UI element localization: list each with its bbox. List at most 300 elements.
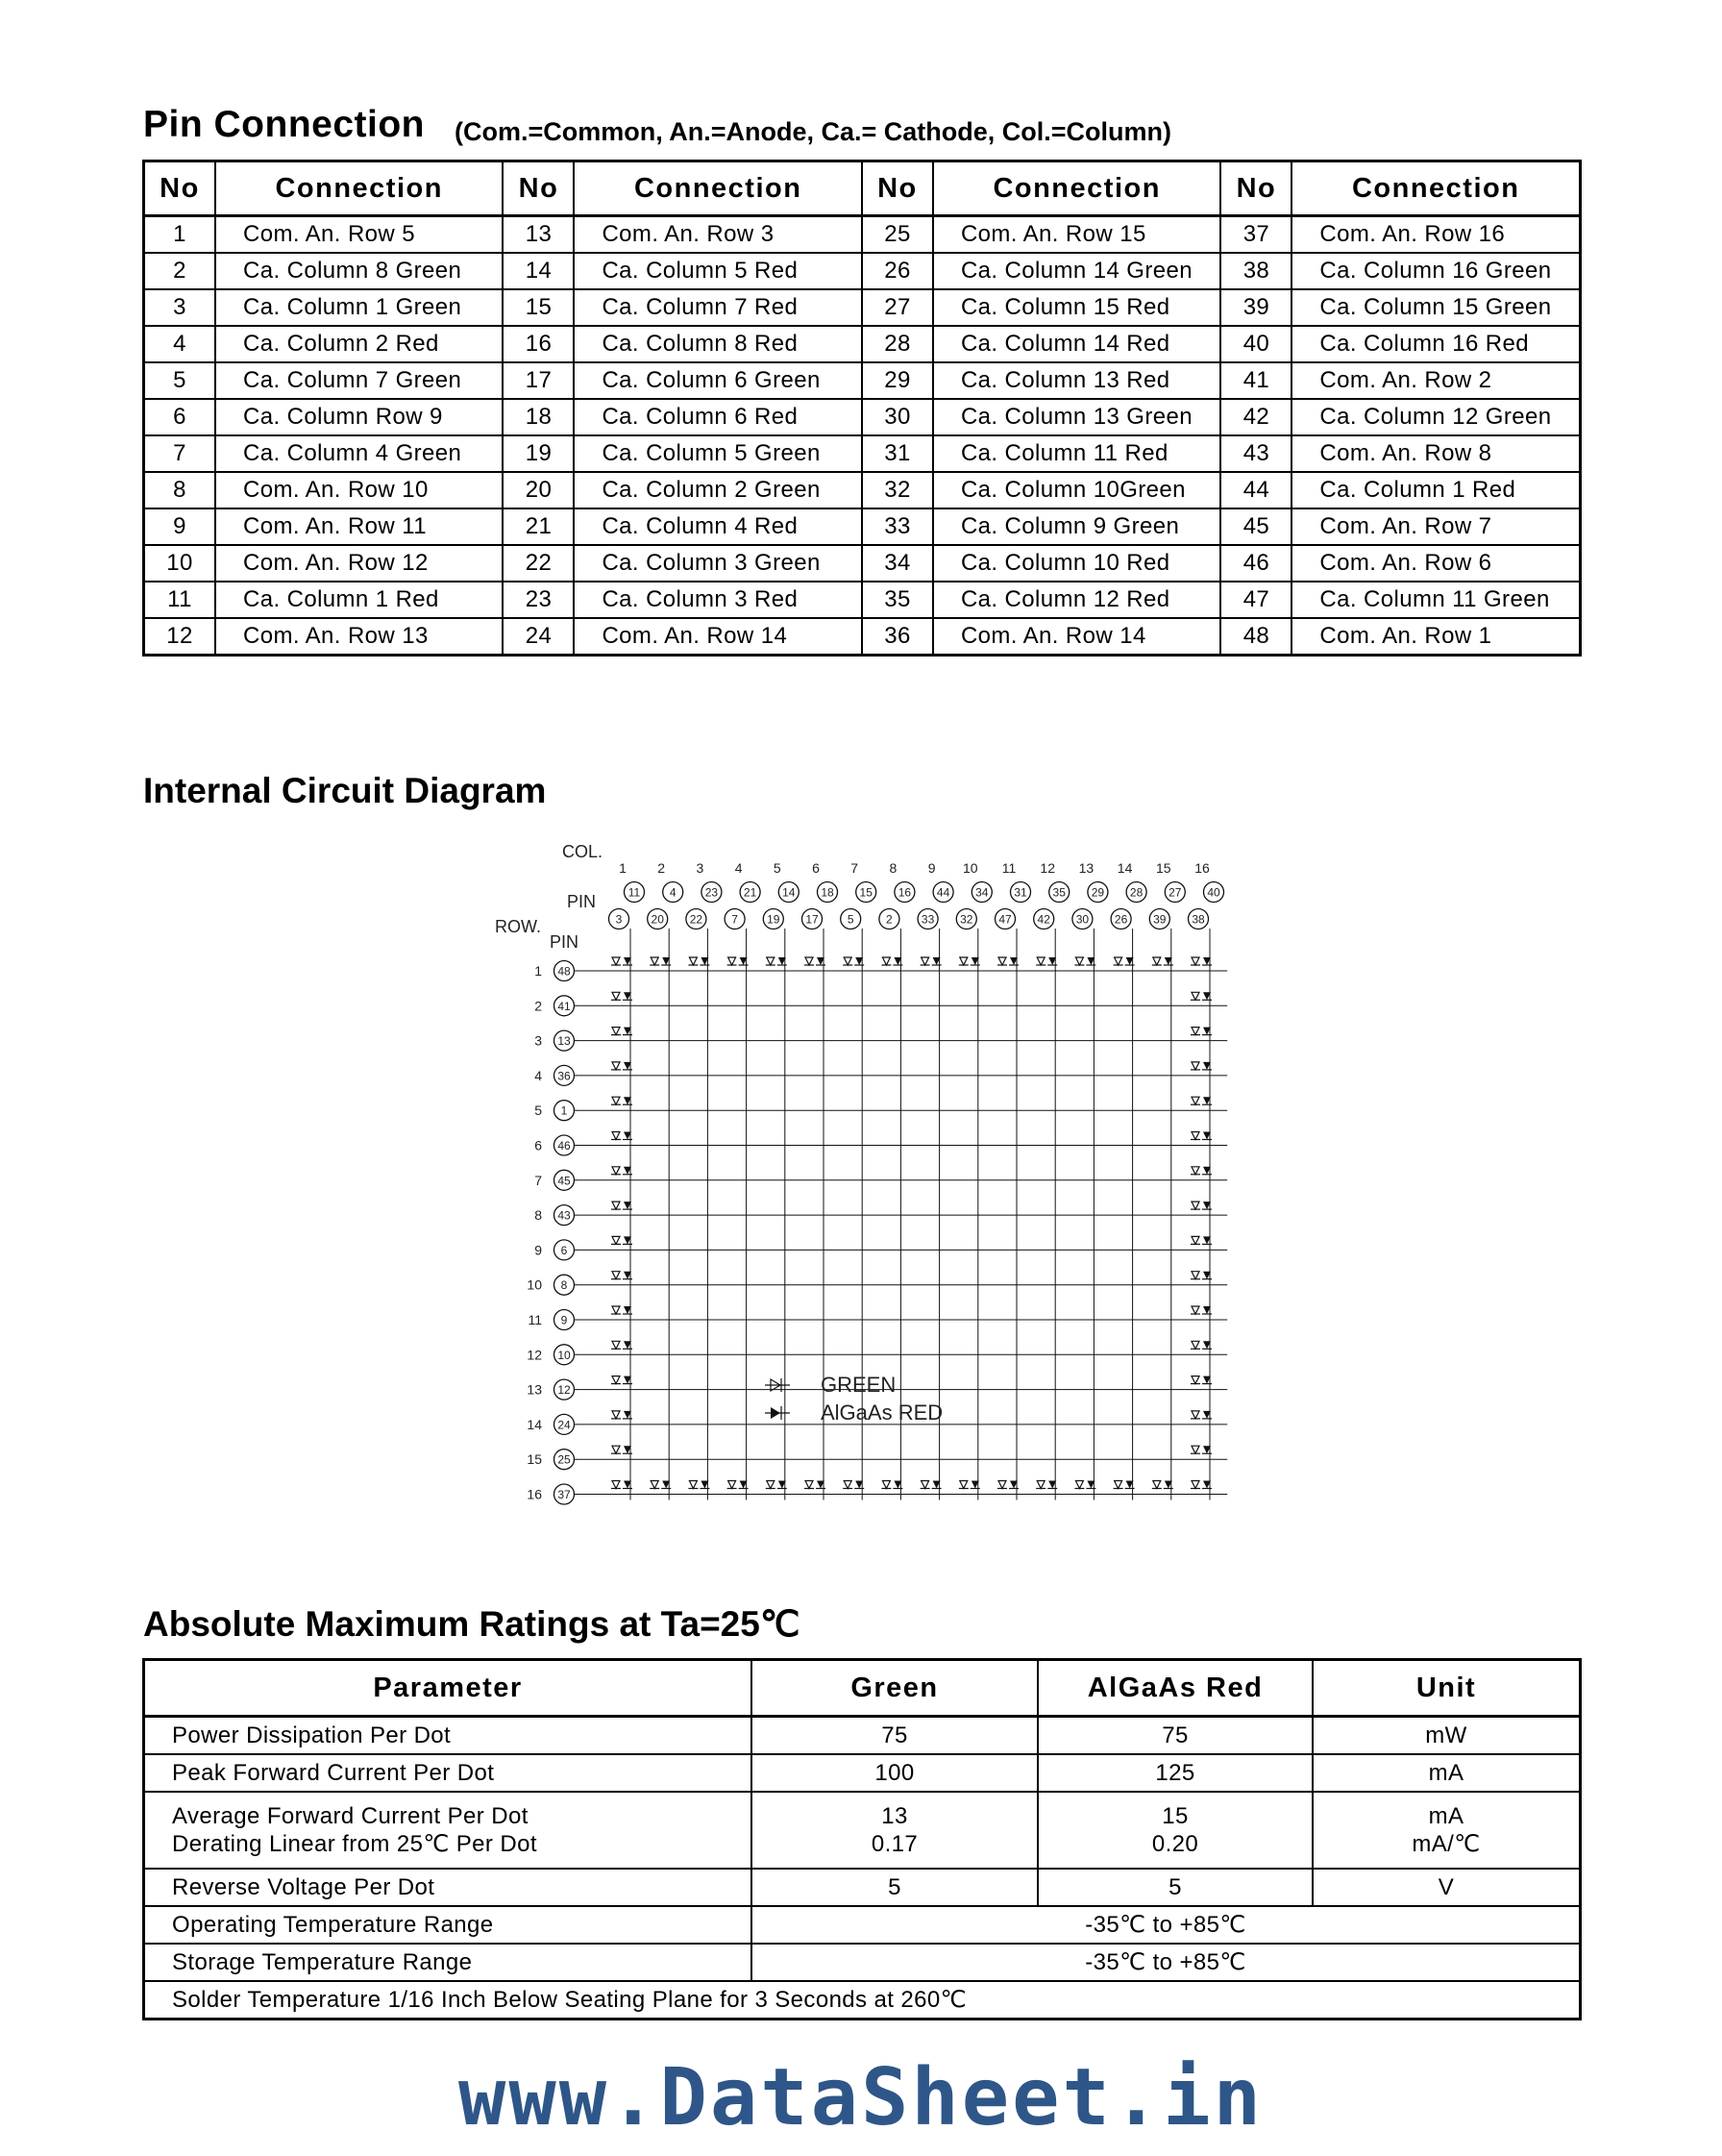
column-pin-number: 7 [731,912,738,927]
green-led-symbol [1192,1132,1199,1140]
header-green: Green [751,1660,1038,1717]
pin-number-cell: 22 [503,545,574,582]
green-led-symbol [612,1376,620,1384]
green-led-symbol [1075,957,1083,965]
pin-table-row [144,435,1581,472]
pin-number-cell: 2 [144,253,215,289]
param-cell [144,1792,752,1869]
pin-number-cell: 28 [862,326,933,362]
header-parameter: Parameter [144,1660,752,1717]
green-cell: 75 [751,1717,1038,1755]
green-led-symbol [1192,957,1199,965]
pin-connection-cell: Com. An. Row 1 [1292,618,1580,656]
pin-connection-subtitle: (Com.=Common, An.=Anode, Ca.= Cathode, Col.=Column) [455,117,1172,146]
unit-cell: mW [1313,1717,1581,1755]
row-pin-number: 45 [557,1174,571,1188]
pin-number-cell: 46 [1220,545,1292,582]
pin-connection-table [142,160,1582,657]
pin-number-cell: 34 [862,545,933,582]
pin-table-row [144,618,1581,656]
pin-table-row [144,326,1581,362]
pin-table-row [144,472,1581,508]
pin-connection-cell: Ca. Column 4 Green [215,435,504,472]
pin-connection-cell: Com. An. Row 3 [574,216,862,254]
green-led-symbol [1192,1411,1199,1419]
param-line: Average Forward Current Per Dot [172,1803,529,1829]
header-connection: Connection [574,161,862,216]
pin-connection-cell: Ca. Column 6 Red [574,399,862,435]
row-pin-number: 37 [557,1488,571,1501]
row-number: 11 [528,1312,542,1327]
param-cell: Power Dissipation Per Dot [144,1717,752,1755]
ratings-row-solder [144,1981,1581,2020]
column-pin-number: 3 [615,912,623,927]
pin-connection-cell: Ca. Column 14 Green [933,253,1221,289]
pin-number-cell: 37 [1220,216,1292,254]
row-number: 2 [534,998,542,1014]
internal-circuit-diagram [480,836,1249,1509]
circuit-diagram-title: Internal Circuit Diagram [143,771,547,810]
watermark-logo: www.DataSheet.in [458,2052,1264,2144]
pin-number-cell: 43 [1220,435,1292,472]
pin-connection-cell: Ca. Column 3 Green [574,545,862,582]
green-led-symbol [998,1481,1006,1489]
pin-connection-cell: Com. An. Row 12 [215,545,504,582]
green-led-symbol [1192,1202,1199,1209]
pin-number-cell: 38 [1220,253,1292,289]
row-number: 7 [534,1172,542,1188]
column-pin-number: 26 [1114,912,1128,927]
column-pin-number: 39 [1153,912,1167,927]
pin-connection-cell: Ca. Column 5 Green [574,435,862,472]
pin-number-cell: 27 [862,289,933,326]
pin-number-cell: 13 [503,216,574,254]
column-pin-number: 47 [998,912,1012,927]
pin-connection-cell: Ca. Column 7 Red [574,289,862,326]
pin-number-cell: 14 [503,253,574,289]
row-pin-number: 41 [557,999,571,1013]
pin-number-cell: 33 [862,508,933,545]
green-led-symbol [1192,1062,1199,1070]
pin-number-cell: 47 [1220,582,1292,618]
row-label: ROW. [495,917,541,936]
range-cell: -35℃ to +85℃ [751,1944,1581,1981]
green-led-symbol [1192,1446,1199,1453]
green-led-symbol [612,1306,620,1314]
column-pin-number: 31 [1014,885,1027,900]
column-pin-number: 38 [1192,912,1205,927]
green-cell: 5 [751,1869,1038,1906]
green-led-symbol [612,1028,620,1035]
row-number: 4 [534,1067,542,1083]
pin-connection-cell: Ca. Column 8 Green [215,253,504,289]
ratings-row-reverse [144,1869,1581,1906]
column-number: 11 [1001,860,1017,876]
row-pin-number: 43 [557,1208,571,1223]
value-line: 13 [881,1803,908,1829]
col-label: COL. [562,842,603,861]
row-pin-number: 24 [557,1418,571,1432]
column-number: 13 [1078,860,1095,876]
header-no: No [503,161,574,216]
row-pin-number: 9 [560,1313,568,1327]
pin-connection-cell: Com. An. Row 7 [1292,508,1580,545]
pin-number-cell: 5 [144,362,215,399]
row-number: 9 [534,1242,542,1258]
header-connection: Connection [215,161,504,216]
pin-connection-cell: Ca. Column 11 Red [933,435,1221,472]
red-cell: 75 [1038,1717,1313,1755]
pin-connection-cell: Ca. Column 13 Green [933,399,1221,435]
green-led-symbol [728,1481,736,1489]
green-led-symbol [612,1236,620,1244]
green-led-symbol [1192,1481,1199,1489]
green-led-symbol [612,1481,620,1489]
green-led-symbol [1192,1236,1199,1244]
pin-connection-cell: Com. An. Row 6 [1292,545,1580,582]
pin-number-cell: 21 [503,508,574,545]
row-number: 14 [527,1416,542,1432]
green-led-symbol [612,1132,620,1140]
param-cell: Storage Temperature Range [144,1944,752,1981]
green-led-symbol [612,1202,620,1209]
ratings-row-average [144,1792,1581,1869]
green-led-symbol [1153,1481,1161,1489]
column-pin-number: 28 [1129,885,1144,900]
pin-number-cell: 1 [144,216,215,254]
pin-number-cell: 16 [503,326,574,362]
pin-number-cell: 29 [862,362,933,399]
column-pin-number: 5 [847,912,854,927]
column-number: 14 [1117,860,1133,876]
row-pin-number: 8 [560,1278,568,1293]
pin-connection-cell: Ca. Column 16 Green [1292,253,1580,289]
pin-connection-cell: Ca. Column 1 Green [215,289,504,326]
pin-number-cell: 23 [503,582,574,618]
column-pin-number: 2 [886,912,893,927]
pin-connection-cell: Com. An. Row 8 [1292,435,1580,472]
green-led-symbol [767,957,775,965]
column-pin-number: 29 [1091,885,1105,900]
value-line: 0.17 [871,1831,919,1857]
header-algaas-red: AlGaAs Red [1038,1660,1313,1717]
pin-number-cell: 7 [144,435,215,472]
pin-number-cell: 12 [144,618,215,656]
green-led-symbol [844,1481,851,1489]
pin-connection-cell: Ca. Column 12 Green [1292,399,1580,435]
pin-connection-cell: Ca. Column 5 Red [574,253,862,289]
column-number: 1 [619,860,627,876]
pin-number-cell: 45 [1220,508,1292,545]
ratings-title: Absolute Maximum Ratings at Ta=25℃ [143,1604,800,1644]
pin-connection-cell: Ca. Column 14 Red [933,326,1221,362]
green-led-symbol [844,957,851,965]
green-led-symbol [612,992,620,1000]
column-number: 10 [963,860,978,876]
pin-number-cell: 40 [1220,326,1292,362]
row-number: 8 [534,1207,542,1224]
column-number: 4 [734,860,743,876]
green-cell [751,1792,1038,1869]
green-led-symbol [612,1272,620,1279]
pin-label-left: PIN [550,932,579,952]
pin-table-row [144,253,1581,289]
column-pin-number: 32 [960,912,973,927]
pin-number-cell: 24 [503,618,574,656]
pin-connection-cell: Ca. Column 8 Red [574,326,862,362]
header-connection: Connection [1292,161,1580,216]
column-pin-number: 21 [743,885,757,900]
green-led-symbol [612,1062,620,1070]
param-cell: Operating Temperature Range [144,1906,752,1944]
column-number: 8 [889,860,898,876]
column-number: 16 [1194,860,1210,876]
pin-connection-cell: Ca. Column Row 9 [215,399,504,435]
pin-number-cell: 31 [862,435,933,472]
pin-number-cell: 19 [503,435,574,472]
header-no: No [1220,161,1292,216]
pin-connection-cell: Ca. Column 16 Red [1292,326,1580,362]
row-number: 15 [527,1451,542,1468]
pin-number-cell: 36 [862,618,933,656]
row-number: 13 [527,1381,542,1398]
pin-connection-cell: Ca. Column 10Green [933,472,1221,508]
legend-red-label: AlGaAs RED [821,1400,944,1425]
row-pin-number: 36 [557,1069,571,1083]
pin-number-cell: 15 [503,289,574,326]
green-led-symbol [612,1446,620,1453]
green-led-symbol [1153,957,1161,965]
green-led-symbol [651,957,658,965]
pin-connection-cell: Com. An. Row 13 [215,618,504,656]
pin-connection-cell: Com. An. Row 15 [933,216,1221,254]
green-led-symbol [689,957,697,965]
pin-connection-cell: Ca. Column 7 Green [215,362,504,399]
pin-number-cell: 10 [144,545,215,582]
row-pin-number: 46 [557,1139,571,1152]
column-pin-number: 16 [898,885,912,900]
column-number: 5 [773,860,781,876]
row-pin-number: 6 [560,1243,568,1257]
column-number: 6 [812,860,820,876]
column-number: 3 [696,860,704,876]
param-line: Derating Linear from 25℃ Per Dot [172,1831,537,1857]
column-pin-number: 30 [1075,912,1090,927]
red-cell [1038,1792,1313,1869]
row-number: 6 [534,1137,542,1153]
row-pin-number: 13 [557,1034,571,1049]
row-number: 1 [534,963,542,979]
pin-number-cell: 26 [862,253,933,289]
pin-number-cell: 18 [503,399,574,435]
column-pin-number: 20 [651,912,664,927]
pin-connection-title: Pin Connection [143,104,425,145]
green-led-symbol [651,1481,658,1489]
pin-connection-cell: Ca. Column 2 Green [574,472,862,508]
green-led-symbol [960,1481,968,1489]
green-led-symbol [1192,1097,1199,1104]
green-led-symbol [1192,1376,1199,1384]
header-connection: Connection [933,161,1221,216]
pin-number-cell: 41 [1220,362,1292,399]
green-led-symbol [1037,1481,1045,1489]
pin-connection-cell: Com. An. Row 16 [1292,216,1580,254]
param-cell: Peak Forward Current Per Dot [144,1754,752,1792]
pin-table-row [144,216,1581,254]
pin-number-cell: 6 [144,399,215,435]
column-pin-number: 23 [704,885,719,900]
green-led-symbol [1192,1167,1199,1175]
row-number: 12 [527,1347,542,1363]
pin-number-cell: 25 [862,216,933,254]
pin-label-top: PIN [567,892,597,911]
row-pin-number: 1 [560,1103,568,1118]
range-cell: -35℃ to +85℃ [751,1906,1581,1944]
green-led-symbol [612,957,620,965]
pin-number-cell: 17 [503,362,574,399]
pin-table-header [144,161,1581,216]
pin-table-row [144,508,1581,545]
pin-number-cell: 11 [144,582,215,618]
green-cell: 100 [751,1754,1038,1792]
unit-cell: V [1313,1869,1581,1906]
column-pin-number: 42 [1037,912,1050,927]
column-pin-number: 14 [782,885,796,900]
green-led-symbol [805,1481,813,1489]
green-led-symbol [922,1481,929,1489]
ratings-header [144,1660,1581,1717]
green-led-symbol [612,1411,620,1419]
row-pin-number: 12 [557,1383,571,1398]
unit-cell: mA [1313,1754,1581,1792]
pin-connection-cell: Ca. Column 2 Red [215,326,504,362]
column-pin-number: 35 [1052,885,1066,900]
pin-connection-cell: Ca. Column 6 Green [574,362,862,399]
pin-number-cell: 32 [862,472,933,508]
column-pin-number: 19 [767,912,780,927]
pin-connection-cell: Ca. Column 15 Green [1292,289,1580,326]
pin-number-cell: 3 [144,289,215,326]
green-led-symbol [1075,1481,1083,1489]
green-led-symbol [805,957,813,965]
pin-connection-cell: Ca. Column 4 Red [574,508,862,545]
pin-connection-cell: Com. An. Row 14 [933,618,1221,656]
value-line: 15 [1162,1803,1189,1829]
ratings-table [142,1658,1582,2020]
pin-number-cell: 35 [862,582,933,618]
green-led-symbol [1192,1028,1199,1035]
green-led-symbol [998,957,1006,965]
green-led-symbol [612,1341,620,1349]
pin-number-cell: 48 [1220,618,1292,656]
column-number: 15 [1156,860,1171,876]
green-led-symbol [1115,957,1122,965]
pin-connection-cell: Ca. Column 3 Red [574,582,862,618]
pin-number-cell: 39 [1220,289,1292,326]
column-pin-number: 4 [669,885,676,900]
column-pin-number: 15 [859,885,873,900]
green-led-symbol [1192,1341,1199,1349]
pin-connection-cell: Ca. Column 1 Red [1292,472,1580,508]
green-led-symbol [728,957,736,965]
pin-number-cell: 20 [503,472,574,508]
ratings-row-storage [144,1944,1581,1981]
green-led-symbol [922,957,929,965]
pin-connection-cell: Ca. Column 12 Red [933,582,1221,618]
column-number: 12 [1040,860,1055,876]
row-pin-number: 25 [557,1452,571,1467]
green-led-symbol [1037,957,1045,965]
pin-connection-cell: Ca. Column 9 Green [933,508,1221,545]
green-led-symbol [960,957,968,965]
header-unit: Unit [1313,1660,1581,1717]
green-led-symbol [882,1481,890,1489]
ratings-row-power [144,1717,1581,1755]
pin-connection-cell: Ca. Column 13 Red [933,362,1221,399]
green-led-symbol [1192,1272,1199,1279]
pin-number-cell: 4 [144,326,215,362]
pin-table-row [144,582,1581,618]
green-led-symbol [1192,1306,1199,1314]
ratings-row-peak [144,1754,1581,1792]
pin-number-cell: 42 [1220,399,1292,435]
column-pin-number: 27 [1168,885,1182,900]
pin-connection-cell: Ca. Column 1 Red [215,582,504,618]
column-pin-number: 34 [975,885,989,900]
legend-green-label: GREEN [821,1373,897,1397]
row-pin-number: 48 [557,964,571,979]
green-led-symbol [612,1097,620,1104]
pin-connection-cell: Com. An. Row 5 [215,216,504,254]
pin-connection-cell: Ca. Column 15 Red [933,289,1221,326]
pin-connection-cell: Com. An. Row 10 [215,472,504,508]
green-led-symbol [1192,992,1199,1000]
green-led-symbol [612,1167,620,1175]
green-led-symbol [689,1481,697,1489]
green-led-symbol [882,957,890,965]
row-number: 10 [527,1276,542,1293]
pin-table-row [144,399,1581,435]
value-line: 0.20 [1151,1831,1199,1857]
row-number: 5 [534,1103,542,1119]
pin-number-cell: 8 [144,472,215,508]
column-pin-number: 11 [627,885,641,900]
solder-cell: Solder Temperature 1/16 Inch Below Seating Plane for 3 Seconds at 260℃ [144,1981,1581,2020]
column-pin-number: 44 [936,885,950,900]
row-pin-number: 10 [557,1348,571,1362]
green-led-symbol [1115,1481,1122,1489]
pin-number-cell: 9 [144,508,215,545]
column-pin-number: 18 [821,885,834,900]
column-pin-number: 17 [805,912,819,927]
row-number: 16 [527,1486,542,1502]
unit-line: mA [1428,1803,1464,1829]
green-led-symbol [767,1481,775,1489]
pin-connection-cell: Com. An. Row 11 [215,508,504,545]
row-number: 3 [534,1032,542,1049]
pin-connection-cell: Ca. Column 11 Green [1292,582,1580,618]
red-cell: 125 [1038,1754,1313,1792]
column-number: 9 [927,860,936,876]
column-pin-number: 40 [1207,885,1220,900]
column-pin-number: 33 [921,912,935,927]
column-pin-number: 22 [689,912,703,927]
pin-connection-cell: Com. An. Row 2 [1292,362,1580,399]
ratings-row-operating [144,1906,1581,1944]
column-number: 7 [850,860,859,876]
header-no: No [144,161,215,216]
unit-line: mA/℃ [1412,1831,1481,1857]
